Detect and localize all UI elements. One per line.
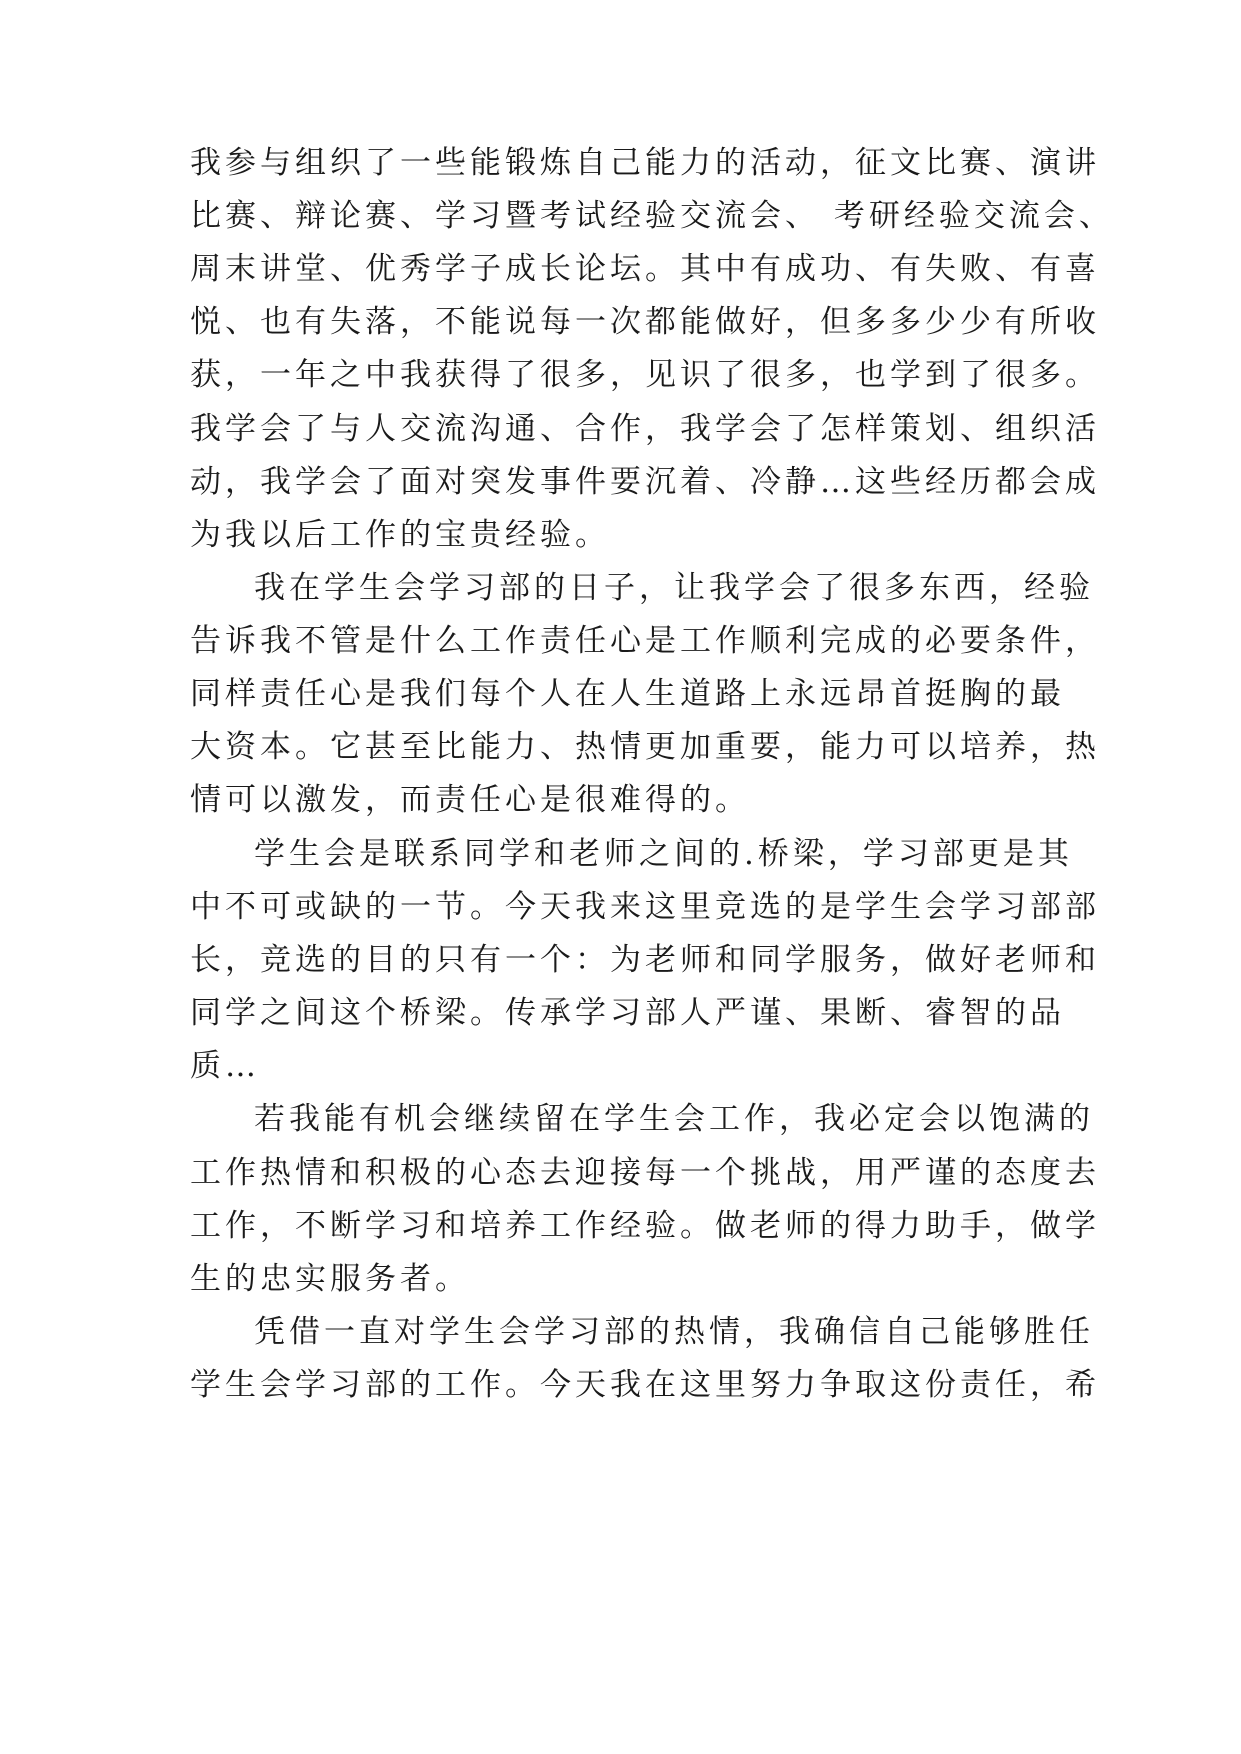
- text-line: 我在学生会学习部的日子，让我学会了很多东西，经验: [254, 570, 1094, 606]
- text-line: 若我能有机会继续留在学生会工作，我必定会以饱满的: [254, 1101, 1094, 1137]
- text-line: 同样责任心是我们每个人在人生道路上永远昂首挺胸的最: [190, 676, 1065, 712]
- text-line: 告诉我不管是什么工作责任心是工作顺利完成的必要条件，: [190, 623, 1100, 659]
- text-line: 周末讲堂、优秀学子成长论坛。其中有成功、有失败、有喜: [190, 251, 1100, 287]
- text-line: 动，我学会了面对突发事件要沉着、冷静…这些经历都会成: [190, 464, 1100, 500]
- text-line: 为我以后工作的宝贵经验。: [190, 517, 610, 553]
- text-line: 学生会学习部的工作。今天我在这里努力争取这份责任，希: [190, 1367, 1100, 1403]
- text-line: 生的忠实服务者。: [190, 1261, 470, 1297]
- text-line: 情可以激发，而责任心是很难得的。: [190, 782, 750, 818]
- text-line: 大资本。它甚至比能力、热情更加重要，能力可以培养，热: [190, 729, 1100, 765]
- text-line: 凭借一直对学生会学习部的热情，我确信自己能够胜任: [254, 1314, 1094, 1350]
- text-line: 获，一年之中我获得了很多，见识了很多，也学到了很多。: [190, 357, 1100, 393]
- text-line: 悦、也有失落，不能说每一次都能做好，但多多少少有所收: [190, 304, 1100, 340]
- text-line: 我参与组织了一些能锻炼自己能力的活动，征文比赛、演讲: [190, 145, 1100, 181]
- text-line: 工作热情和积极的心态去迎接每一个挑战，用严谨的态度去: [190, 1155, 1100, 1191]
- text-line: 学生会是联系同学和老师之间的.桥梁，学习部更是其: [254, 836, 1073, 872]
- text-line: 比赛、辩论赛、学习暨考试经验交流会、 考研经验交流会、: [190, 198, 1114, 234]
- text-line: 中不可或缺的一节。今天我来这里竞选的是学生会学习部部: [190, 889, 1100, 925]
- text-line: 工作，不断学习和培养工作经验。做老师的得力助手，做学: [190, 1208, 1100, 1244]
- text-line: 同学之间这个桥梁。传承学习部人严谨、果断、睿智的品: [190, 995, 1065, 1031]
- text-line: 长，竞选的目的只有一个：为老师和同学服务，做好老师和: [190, 942, 1100, 978]
- text-line: 我学会了与人交流沟通、合作，我学会了怎样策划、组织活: [190, 411, 1100, 447]
- text-line: 质…: [190, 1048, 260, 1084]
